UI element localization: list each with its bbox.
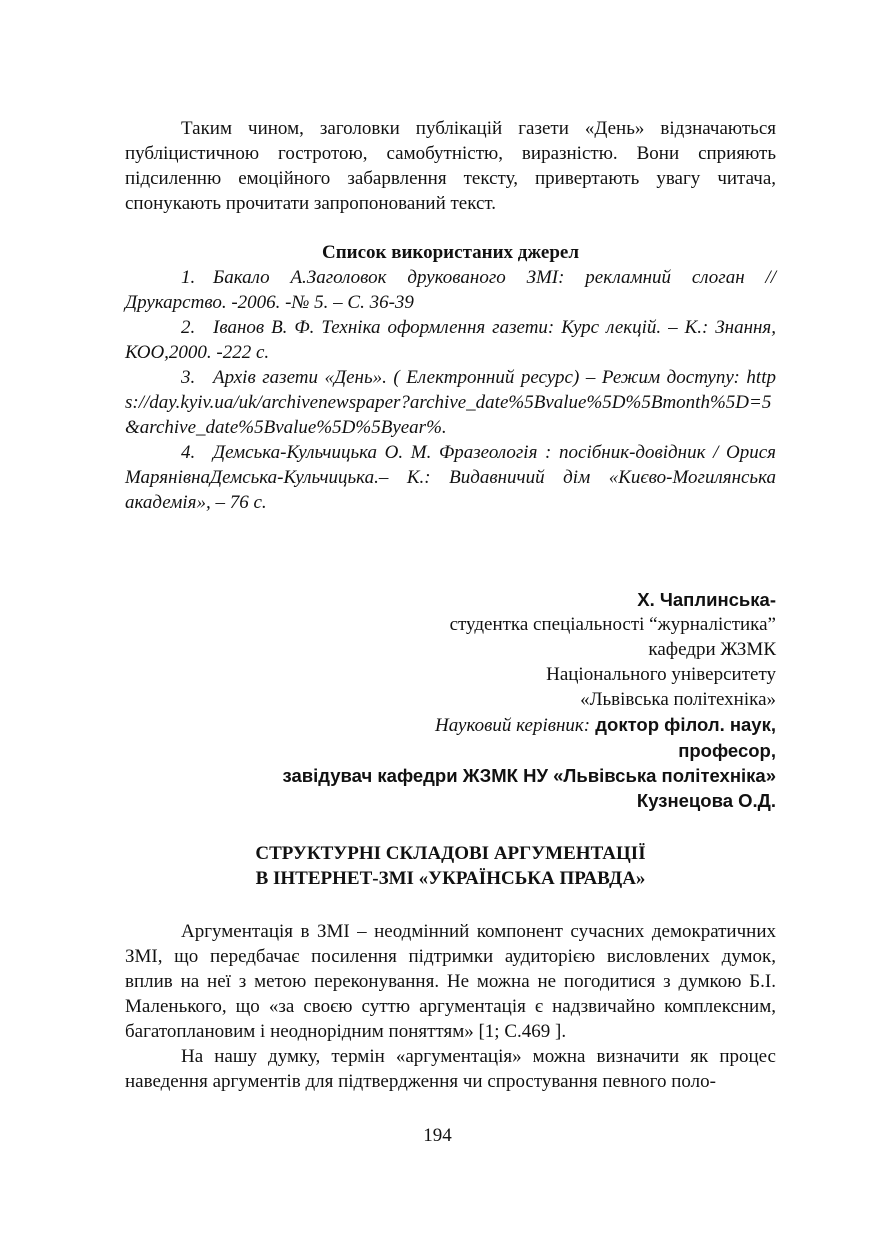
body-paragraph: На нашу думку, термін «аргументація» можна визначити як процес наведення аргументів для підтвердження чи спростування певного поло- [125, 1046, 776, 1092]
author-line: студентка спеціальності “журналістика” [449, 614, 776, 635]
references-title: Список використаних джерел [321, 242, 580, 263]
article-title: СТРУКТУРНІ СКЛАДОВІ АРГУМЕНТАЦІЇ В ІНТЕРНЕТ-ЗМІ «УКРАЇНСЬКА ПРАВДА» [255, 843, 646, 889]
author-line: «Львівська політехніка» [580, 689, 776, 710]
author-name: Х. Чаплинська- [637, 589, 776, 610]
page-content [125, 116, 776, 1094]
supervisor-line [125, 712, 776, 738]
author-block [125, 587, 776, 813]
supervisor-position: завідувач кафедри ЖЗМК НУ «Львівська політехніка» [282, 765, 776, 786]
supervisor-label: Науковий керівник: [435, 715, 591, 736]
author-line: кафедри ЖЗМК [648, 639, 776, 660]
reference-item: 3. Архів газети «День». ( Електронний ресурс) – Режим доступу: https://day.kyiv.ua/uk/archivenewspaper?archive_date%5Bvalue%5D%5Bmonth%5D=5&archive_date%5Bvalue%5D%5Byear%. [125, 367, 776, 438]
author-line: Національного університету [546, 664, 776, 685]
reference-item: 2. Іванов В. Ф. Техніка оформлення газети: Курс лекцій. – К.: Знання, КОО,2000. -222 с. [125, 317, 776, 363]
reference-item: 1. Бакало А.Заголовок друкованого ЗМІ: рекламний слоган // Друкарство. -2006. -№ 5. – С. 36-39 [125, 267, 776, 313]
intro-paragraph: Таким чином, заголовки публікацій газети «День» відзначаються публіцистичною гостротою, самобутністю, виразністю. Вони сприяють підсиленню емоційного забарвлення тексту, привертають увагу читача, спонукають прочитати запропонований текст. [125, 118, 776, 214]
supervisor-name: Кузнецова О.Д. [636, 790, 776, 811]
article-body [125, 919, 776, 1094]
reference-item: 4. Демська-Кульчицька О. М. Фразеологія : посібник-довідник / Орися МарянівнаДемська-Кульчицька.– К.: Видавничий дім «Києво-Могилянська академія», – 76 с. [125, 442, 776, 513]
supervisor-degree: доктор філол. наук, [595, 714, 776, 735]
reference-list [125, 265, 776, 515]
page-number: 194 [423, 1125, 452, 1146]
body-paragraph: Аргументація в ЗМІ – неодмінний компонент сучасних демократичних ЗМІ, що передбачає посилення підтримки аудиторією висловлених думок, вплив на неї з метою переконування. Не можна не погодитися з думкою Б.І. Маленького, що «за своєю суттю аргументація є надзвичайно комплексним, багатоплановим і неоднорідним поняттям» [1; С.469 ]. [125, 921, 776, 1042]
supervisor-rank: професор, [678, 740, 776, 761]
